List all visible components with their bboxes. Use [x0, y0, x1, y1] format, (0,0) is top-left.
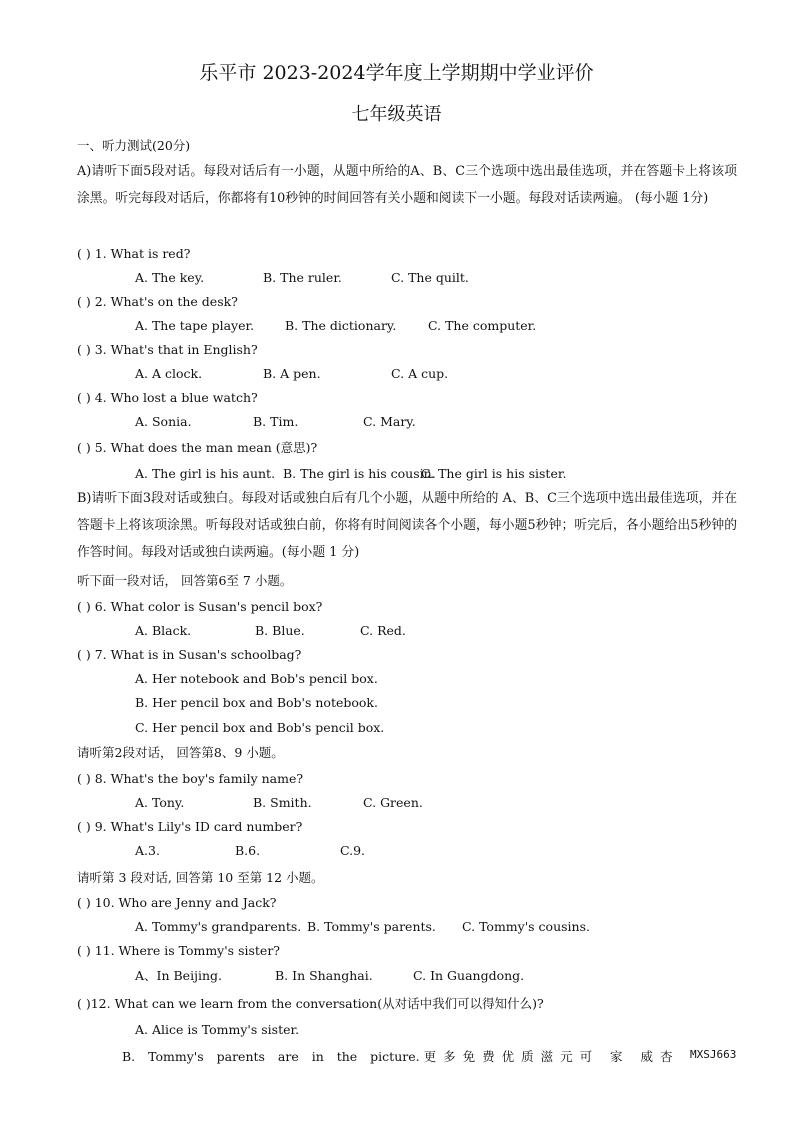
question-6-options	[135, 622, 406, 640]
question-6: ( ) 6. What color is Susan's pencil box?	[77, 599, 323, 614]
question-7-option-b: B. Her pencil box and Bob's notebook.	[135, 695, 378, 710]
option-a: A.3.	[135, 843, 160, 858]
option-c: C. Tommy's cousins.	[462, 919, 590, 934]
question-4: ( ) 4. Who lost a blue watch?	[77, 390, 258, 405]
question-12-option-a: A. Alice is Tommy's sister.	[135, 1022, 300, 1037]
option-c: C. Green.	[363, 795, 423, 810]
question-7-option-c: C. Her pencil box and Bob's pencil box.	[135, 720, 385, 735]
question-11: ( ) 11. Where is Tommy's sister?	[77, 943, 280, 958]
option-c: C. In Guangdong.	[413, 968, 525, 983]
section-intro-2: 请听第2段对话， 回答第8、9 小题。	[77, 745, 284, 760]
option-a: A、In Beijing.	[135, 968, 222, 983]
option-c: C. Mary.	[363, 414, 416, 429]
option-a: A. The key.	[135, 270, 205, 285]
option-b: B. In Shanghai.	[275, 968, 373, 983]
question-2: ( ) 2. What's on the desk?	[77, 294, 238, 309]
question-7: ( ) 7. What is in Susan's schoolbag?	[77, 647, 302, 662]
question-9-options	[135, 842, 365, 860]
document-code: MXSJ663	[690, 1048, 737, 1061]
watermark-text: 更多免费优质滋元可 家 威杏	[423, 1049, 680, 1064]
question-8: ( ) 8. What's the boy's family name?	[77, 771, 304, 786]
question-8-options	[135, 794, 423, 812]
option-a: A. Tommy's grandparents.	[135, 919, 302, 934]
option-c: C. The girl is his sister.	[421, 466, 567, 481]
option-a: A. A clock.	[135, 366, 203, 381]
question-12-option-b: B. Tommy's parents are in the picture.	[122, 1049, 420, 1064]
question-10: ( ) 10. Who are Jenny and Jack?	[77, 895, 277, 910]
option-c: C. Red.	[360, 623, 406, 638]
question-12-option-b-line	[122, 1047, 680, 1065]
question-1-options	[135, 269, 469, 287]
question-3-options	[135, 365, 448, 383]
section-intro-1: 听下面一段对话， 回答第6至 7 小题。	[77, 573, 293, 588]
part-b-instructions: B)请听下面3段对话或独白。每段对话或独白后有几个小题，从题中所给的 A、B、C三个选项中选出最佳选项，并在答题卡上将该项涂黑。听每段对话或独白前，你将有时间阅读各个小题，每小题5秒钟；听完后，各小题给出5秒钟的作答时间。每段对话或独白读两遍。(每小题 1 分)	[77, 491, 737, 560]
option-c: C. The computer.	[428, 318, 537, 333]
question-5: ( ) 5. What does the man mean (意思)?	[77, 440, 318, 455]
question-12: ( )12. What can we learn from the conversation(从对话中我们可以得知什么)?	[77, 996, 544, 1011]
option-b: B.6.	[235, 843, 261, 858]
option-b: B. The ruler.	[263, 270, 342, 285]
question-3: ( ) 3. What's that in English?	[77, 342, 258, 357]
question-7-option-a: A. Her notebook and Bob's pencil box.	[135, 671, 378, 686]
option-b: B. Blue.	[255, 623, 305, 638]
option-b: B. Tim.	[253, 414, 299, 429]
option-b: B. The girl is his cousin.	[283, 466, 436, 481]
question-5-options	[135, 465, 566, 483]
question-11-options	[135, 967, 524, 985]
option-c: C.9.	[340, 843, 366, 858]
option-a: A. Sonia.	[135, 414, 192, 429]
section-intro-3: 请听第 3 段对话, 回答第 10 至第 12 小题。	[77, 870, 324, 885]
option-b: B. Tommy's parents.	[307, 919, 436, 934]
option-a: A. The girl is his aunt.	[135, 466, 276, 481]
option-b: B. Smith.	[253, 795, 312, 810]
page-subtitle: 七年级英语	[351, 104, 442, 125]
question-10-options	[135, 918, 590, 936]
option-b: B. The dictionary.	[285, 318, 397, 333]
question-1: ( ) 1. What is red?	[77, 246, 191, 261]
option-c: C. A cup.	[391, 366, 449, 381]
option-a: A. Tony.	[135, 795, 185, 810]
option-c: C. The quilt.	[391, 270, 469, 285]
page-title: 乐平市 2023-2024学年度上学期期中学业评价	[199, 62, 594, 84]
option-b: B. A pen.	[263, 366, 321, 381]
question-9: ( ) 9. What's Lily's ID card number?	[77, 819, 303, 834]
section-heading: 一、听力测试(20分)	[77, 138, 191, 153]
option-a: A. The tape player.	[135, 318, 255, 333]
part-a-instructions: A)请听下面5段对话。每段对话后有一小题，从题中所给的A、B、C三个选项中选出最佳选项，并在答题卡上将该项涂黑。听完每段对话后，你都将有10秒钟的时间回答有关小题和阅读下一小题。每段对话读两遍。 (每小题 1分)	[77, 164, 737, 206]
question-4-options	[135, 413, 416, 431]
option-a: A. Black.	[135, 623, 192, 638]
question-2-options	[135, 317, 536, 335]
